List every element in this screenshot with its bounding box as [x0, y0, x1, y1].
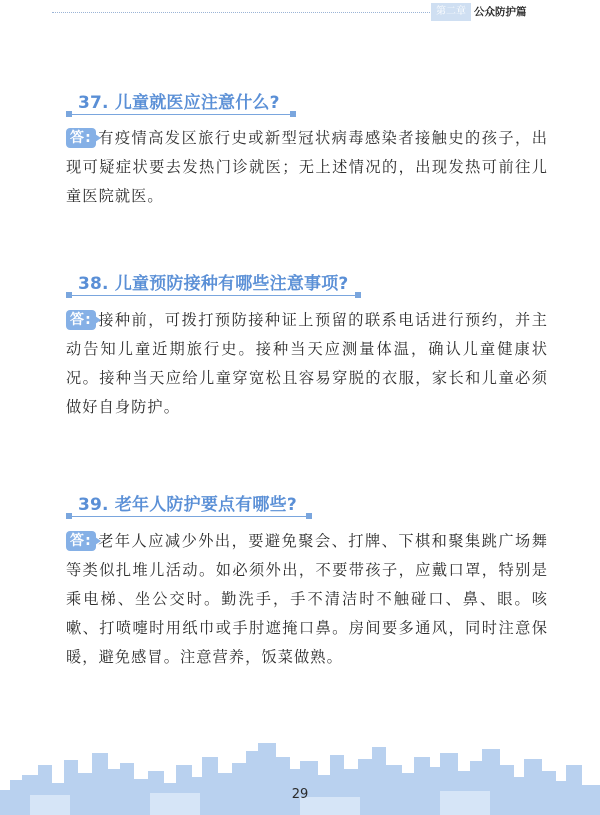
title-rule-end — [306, 513, 312, 519]
answer-text: 有疫情高发区旅行史或新型冠状病毒感染者接触史的孩子，出现可疑症状要去发热门诊就医；无上述情况的，出现发热可前往儿童医院就医。 — [66, 129, 548, 205]
answer-badge: 答: — [66, 128, 96, 148]
page-number: 29 — [291, 787, 309, 802]
section-label: 公众防护篇 — [474, 6, 527, 18]
answer-text: 老年人应减少外出，要避免聚会、打牌、下棋和聚集跳广场舞等类似扎堆儿活动。如必须外出，不要带孩子，应戴口罩，特别是乘电梯、坐公交时。勤洗手，手不清洁时不触碰口、鼻、眼。咳嗽、打喷嚏时用纸巾或手肘遮掩口鼻。房间要多通风，同时注意保暖，避免感冒。注意营养，饭菜做熟。 — [66, 532, 548, 666]
question-title-39: 39. 老年人防护要点有哪些? — [78, 495, 297, 515]
title-rule-end — [290, 111, 296, 117]
question-title-38: 38. 儿童预防接种有哪些注意事项? — [78, 274, 349, 294]
answer-37 — [66, 124, 548, 211]
question-title-37: 37. 儿童就医应注意什么? — [78, 93, 280, 113]
city-skyline-illustration — [0, 735, 600, 815]
title-rule — [70, 114, 292, 115]
title-rule-end — [355, 292, 361, 298]
answer-text: 接种前，可拨打预防接种证上预留的联系电话进行预约，并主动告知儿童近期旅行史。接种当天应测量体温，确认儿童健康状况。接种当天应给儿童穿宽松且容易穿脱的衣服，家长和儿童必须做好自身防护。 — [66, 311, 548, 416]
title-rule — [70, 295, 358, 296]
answer-39 — [66, 527, 548, 672]
header-rule — [52, 12, 430, 13]
answer-badge: 答: — [66, 531, 96, 551]
answer-badge: 答: — [66, 310, 96, 330]
title-rule — [70, 516, 310, 517]
answer-38 — [66, 306, 548, 422]
chapter-label: 第二章 — [431, 3, 471, 21]
